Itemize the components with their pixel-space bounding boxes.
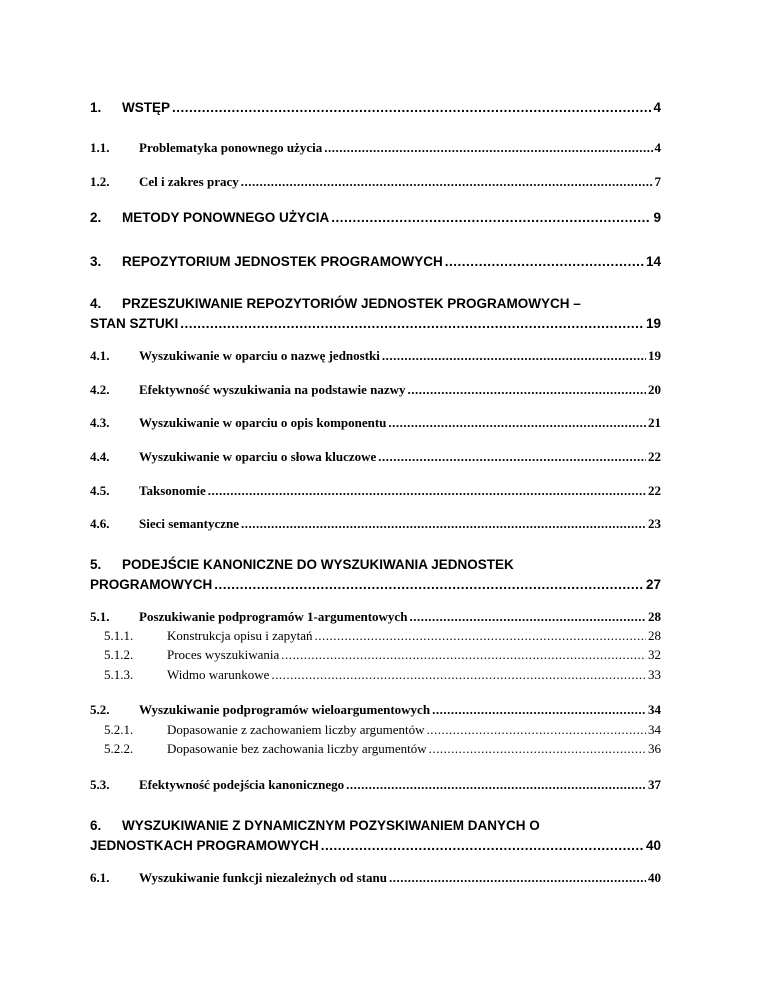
dot-leader	[432, 702, 646, 718]
entry-title: Dopasowanie bez zachowania liczby argumentów	[167, 741, 427, 756]
toc-entry-section-4-4[interactable]	[90, 449, 661, 465]
entry-page: 7	[654, 174, 661, 189]
toc-entry-chapter-4[interactable]	[90, 296, 661, 331]
entry-number: 5.	[90, 557, 102, 572]
dot-leader	[271, 667, 646, 683]
entry-number: 1.1.	[90, 140, 110, 155]
entry-page: 19	[645, 316, 661, 331]
dot-leader	[409, 609, 646, 625]
toc-entry-chapter-1[interactable]	[90, 100, 661, 115]
dot-leader	[429, 741, 646, 757]
entry-number: 4.2.	[90, 382, 110, 397]
entry-title: Wyszukiwanie podprogramów wieloargumentowych	[139, 702, 431, 717]
entry-number: 4.3.	[90, 415, 110, 430]
dot-leader	[180, 316, 644, 331]
dot-leader	[321, 838, 644, 853]
entry-page: 40	[645, 838, 661, 853]
entry-number: 1.2.	[90, 174, 110, 189]
entry-title: METODY PONOWNEGO UŻYCIA	[122, 210, 330, 225]
dot-leader	[408, 382, 646, 398]
toc-entry-section-4-2[interactable]	[90, 382, 661, 398]
entry-number: 6.1.	[90, 870, 110, 885]
entry-number: 5.1.1.	[104, 628, 134, 643]
entry-page: 20	[648, 382, 661, 397]
toc-entry-section-4-1[interactable]	[90, 348, 661, 364]
dot-leader	[324, 140, 652, 156]
entry-number: 6.	[90, 818, 102, 833]
dot-leader	[172, 100, 651, 115]
entry-number: 5.2.	[90, 702, 110, 717]
entry-page: 27	[645, 577, 661, 592]
entry-title: WSTĘP	[122, 100, 171, 115]
dot-leader	[214, 577, 644, 592]
entry-number: 5.2.1.	[104, 722, 134, 737]
entry-title-line-1: WYSZUKIWANIE Z DYNAMICZNYM POZYSKIWANIEM DANYCH O	[122, 818, 540, 833]
dot-leader	[378, 449, 646, 465]
entry-number: 5.1.3.	[104, 667, 134, 682]
entry-number: 5.1.	[90, 609, 110, 624]
toc-entry-chapter-3[interactable]	[90, 254, 661, 269]
entry-title-line-2: PROGRAMOWYCH	[90, 577, 213, 592]
entry-page: 19	[648, 348, 661, 363]
toc-entry-subsection-5-1-1[interactable]	[104, 628, 661, 644]
entry-title: Wyszukiwanie w oparciu o słowa kluczowe	[139, 449, 377, 464]
dot-leader	[208, 483, 646, 499]
entry-title: Dopasowanie z zachowaniem liczby argumentów	[167, 722, 425, 737]
toc-entry-section-5-2[interactable]	[90, 702, 661, 718]
entry-number: 4.6.	[90, 516, 110, 531]
dot-leader	[241, 516, 646, 532]
toc-entry-subsection-5-2-2[interactable]	[104, 741, 661, 757]
entry-number: 4.1.	[90, 348, 110, 363]
entry-page: 34	[648, 702, 661, 717]
dot-leader	[389, 870, 646, 886]
toc-entry-subsection-5-2-1[interactable]	[104, 722, 661, 738]
dot-leader	[382, 348, 646, 364]
toc-entry-section-5-3[interactable]	[90, 777, 661, 793]
entry-title: Proces wyszukiwania	[167, 647, 280, 662]
entry-title: Konstrukcja opisu i zapytań	[167, 628, 313, 643]
entry-title: Problematyka ponownego użycia	[139, 140, 323, 155]
entry-page: 21	[648, 415, 661, 430]
dot-leader	[346, 777, 646, 793]
toc-entry-section-6-1[interactable]	[90, 870, 661, 886]
toc-entry-section-4-6[interactable]	[90, 516, 661, 532]
entry-page: 36	[648, 741, 661, 756]
entry-page: 22	[648, 483, 661, 498]
toc-entry-section-1-1[interactable]	[90, 140, 661, 156]
toc-entry-section-1-2[interactable]	[90, 174, 661, 190]
toc-entry-section-4-5[interactable]	[90, 483, 661, 499]
entry-title: Cel i zakres pracy	[139, 174, 239, 189]
toc-entry-chapter-2[interactable]	[90, 210, 661, 225]
toc-entry-chapter-6[interactable]	[90, 818, 661, 853]
entry-page: 40	[648, 870, 661, 885]
entry-number: 4.	[90, 296, 102, 311]
dot-leader	[331, 210, 651, 225]
dot-leader	[241, 174, 653, 190]
toc-entry-section-5-1[interactable]	[90, 609, 661, 625]
toc-entry-subsection-5-1-3[interactable]	[104, 667, 661, 683]
entry-number: 4.4.	[90, 449, 110, 464]
entry-title-line-1: PRZESZUKIWANIE REPOZYTORIÓW JEDNOSTEK PROGRAMOWYCH –	[122, 296, 581, 311]
dot-leader	[315, 628, 647, 644]
entry-page: 4	[653, 100, 661, 115]
entry-title: Taksonomie	[139, 483, 206, 498]
entry-page: 34	[648, 722, 661, 737]
dot-leader	[445, 254, 644, 269]
entry-page: 22	[648, 449, 661, 464]
entry-number: 1.	[90, 100, 102, 115]
entry-title: Wyszukiwanie w oparciu o opis komponentu	[139, 415, 387, 430]
entry-title: REPOZYTORIUM JEDNOSTEK PROGRAMOWYCH	[122, 254, 443, 269]
entry-number: 5.1.2.	[104, 647, 134, 662]
entry-title: Widmo warunkowe	[167, 667, 270, 682]
entry-page: 37	[648, 777, 661, 792]
entry-number: 4.5.	[90, 483, 110, 498]
entry-page: 33	[648, 667, 661, 682]
entry-title: Efektywność wyszukiwania na podstawie nazwy	[139, 382, 406, 397]
entry-title: Poszukiwanie podprogramów 1-argumentowych	[139, 609, 408, 624]
entry-number: 2.	[90, 210, 102, 225]
toc-entry-subsection-5-1-2[interactable]	[104, 647, 661, 663]
toc-entry-section-4-3[interactable]	[90, 415, 661, 431]
entry-number: 5.3.	[90, 777, 110, 792]
entry-number: 5.2.2.	[104, 741, 134, 756]
entry-page: 9	[653, 210, 661, 225]
entry-number: 3.	[90, 254, 102, 269]
dot-leader	[427, 722, 647, 738]
entry-title: Wyszukiwanie funkcji niezależnych od stanu	[139, 870, 387, 885]
entry-title: Efektywność podejścia kanonicznego	[139, 777, 345, 792]
entry-page: 28	[648, 628, 661, 643]
entry-title: Wyszukiwanie w oparciu o nazwę jednostki	[139, 348, 380, 363]
entry-title-line-1: PODEJŚCIE KANONICZNE DO WYSZUKIWANIA JEDNOSTEK	[122, 557, 514, 572]
entry-page: 14	[645, 254, 661, 269]
entry-page: 28	[648, 609, 661, 624]
entry-page: 4	[654, 140, 661, 155]
entry-title: Sieci semantyczne	[139, 516, 240, 531]
entry-title-line-2: JEDNOSTKACH PROGRAMOWYCH	[90, 838, 319, 853]
toc-entry-chapter-5[interactable]	[90, 557, 661, 592]
dot-leader	[281, 647, 646, 663]
entry-title-line-2: STAN SZTUKI	[90, 316, 179, 331]
entry-page: 32	[648, 647, 661, 662]
entry-page: 23	[648, 516, 661, 531]
dot-leader	[388, 415, 646, 431]
